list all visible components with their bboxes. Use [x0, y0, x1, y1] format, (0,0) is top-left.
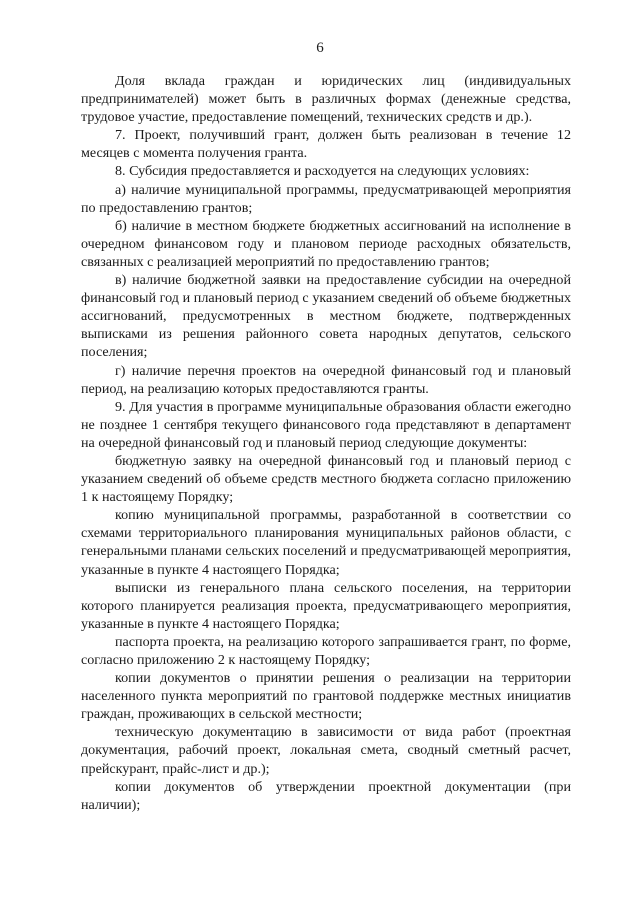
- document-body: [81, 72, 571, 814]
- page-number: 6: [316, 40, 324, 56]
- paragraph-8v: в) наличие бюджетной заявки на предоставление субсидии на очередной финансовый год и плановый период с указанием сведений об объеме бюджетных ассигнований, предусмотренных в местном бюджете, подтвержденных выписками из решения районного совета народных депутатов, сельского поселения;: [81, 272, 571, 361]
- list-item-budget-application: бюджетную заявку на очередной финансовый год и плановый период с указанием сведений об объеме средств местного бюджета согласно приложению 1 к настоящему Порядку;: [81, 452, 571, 506]
- list-item-decision-documents: копии документов о принятии решения о реализации на территории населенного пункта мероприятий по грантовой поддержке местных инициатив граждан, проживающих в сельской местности;: [81, 670, 571, 723]
- list-item-technical-documentation: техническую документацию в зависимости от вида работ (проектная документация, рабочий проект, локальная смета, сводный сметный расчет, прейскурант, прайс-лист и др.);: [81, 724, 571, 777]
- paragraph-8: 8. Субсидия предоставляется и расходуется на следующих условиях:: [115, 163, 530, 180]
- list-item-project-passport: паспорта проекта, на реализацию которого запрашивается грант, по форме, согласно приложению 2 к настоящему Порядку;: [81, 633, 571, 668]
- paragraph-9: 9. Для участия в программе муниципальные образования области ежегодно не позднее 1 сентября текущего финансового года представляют в департамент на очередной финансовый год и плановый период следующие документы:: [81, 398, 571, 451]
- list-item-municipal-program: копию муниципальной программы, разработанной в соответствии со схемами территориального планирования муниципальных районов области, с генеральными планами сельских поселений и предусматривающей мероприятия, указанные в пункте 4 настоящего Порядка;: [81, 507, 571, 578]
- paragraph-8a: а) наличие муниципальной программы, предусматривающей мероприятия по предоставлению грантов;: [81, 181, 571, 216]
- list-item-approval-documents: копии документов об утверждении проектной документации (при наличии);: [81, 778, 571, 813]
- paragraph-contribution-forms: Доля вклада граждан и юридических лиц (индивидуальных предпринимателей) может быть в различных формах (денежные средства, трудовое участие, предоставление помещений, технических средств и др.).: [81, 73, 571, 126]
- paragraph-8b: б) наличие в местном бюджете бюджетных ассигнований на исполнение в очередном финансовом году и плановом периоде расходных обязательств, связанных с реализацией мероприятий по предоставлению грантов;: [81, 217, 571, 270]
- paragraph-7: 7. Проект, получивший грант, должен быть реализован в течение 12 месяцев с момента получения гранта.: [81, 127, 571, 162]
- list-item-general-plan-extracts: выписки из генерального плана сельского поселения, на территории которого планируется реализация проекта, предусматривающего мероприятия, указанные в пункте 4 настоящего Порядка;: [81, 579, 571, 632]
- paragraph-8g: г) наличие перечня проектов на очередной финансовый год и плановый период, на реализацию которых предоставляются гранты.: [81, 362, 571, 397]
